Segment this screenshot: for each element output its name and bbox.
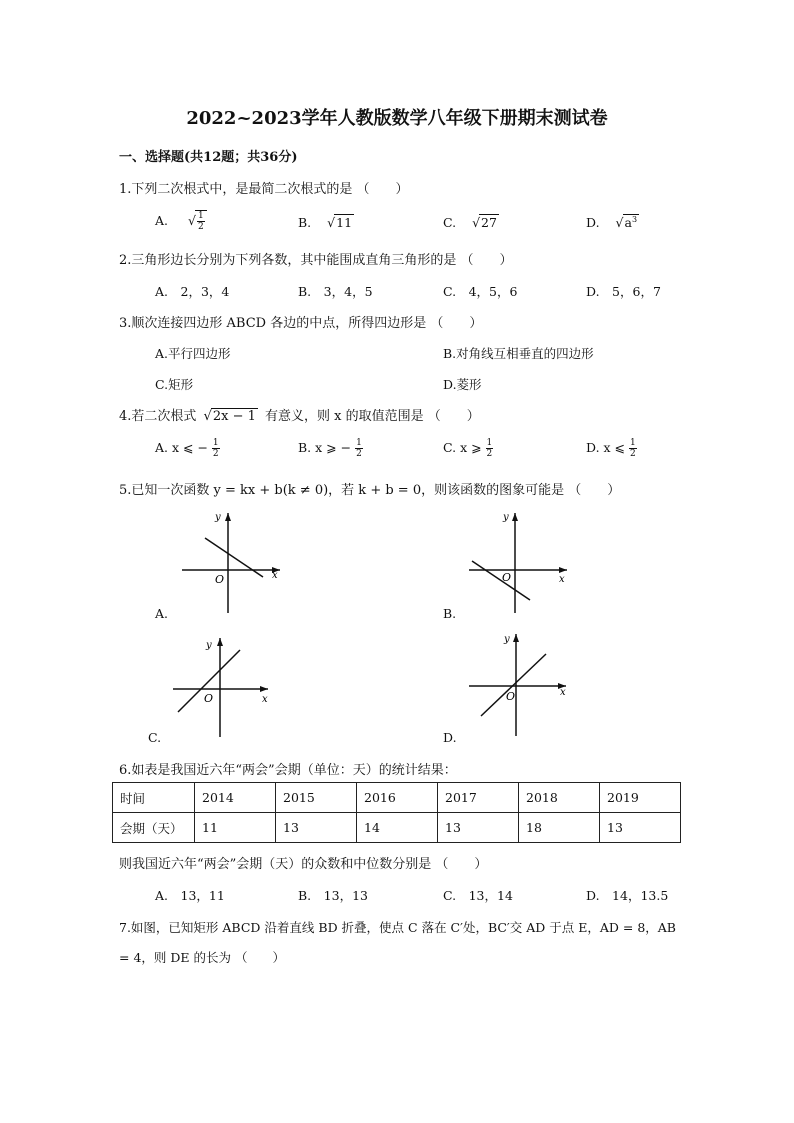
x-axis-label: x [262, 694, 268, 705]
x-arrow-icon [559, 567, 567, 573]
question-2-stem: 2.三角形边长分别为下列各数，其中能围成直角三角形的是 （ ） [119, 253, 513, 268]
y-arrow-icon [217, 638, 223, 646]
table-cell: 2016 [357, 783, 438, 813]
q4-option-c [443, 438, 493, 459]
denominator: 2 [212, 449, 219, 459]
graph-d [464, 628, 574, 738]
question-3-stem: 3.顺次连接四边形 ABCD 各边的中点，所得四边形是 （ ） [119, 316, 483, 331]
sqrt-expression: √2x − 1 [203, 409, 256, 424]
q4-option-b [298, 438, 363, 459]
table-cell: 2019 [600, 783, 681, 813]
sqrt-expression: √27 [472, 215, 497, 230]
table-cell: 11 [195, 813, 276, 843]
graph-b [462, 505, 572, 615]
option-label: D. [586, 215, 600, 231]
q1-option-b [298, 214, 354, 230]
table-header-row [113, 783, 681, 813]
y-axis-label: y [206, 640, 212, 651]
x-arrow-icon [260, 686, 268, 692]
stem-text: 4.若二次根式 [119, 409, 197, 424]
graph-a [175, 505, 285, 615]
q6-option-d: D. 14，13.5 [586, 888, 669, 903]
page-title: 2022~2023学年人教版数学八年级下册期末测试卷 [186, 108, 608, 129]
q1-option-a [155, 210, 207, 232]
origin-label: O [215, 573, 225, 586]
origin-label: O [204, 692, 214, 705]
table-cell: 13 [438, 813, 519, 843]
sqrt-expression: √ $\frac{1}{2}$ [188, 210, 207, 232]
function-line [481, 654, 546, 716]
numerator: 1 [630, 438, 636, 448]
graph-b-label: B. [443, 606, 457, 621]
graph-d-label: D. [443, 730, 457, 745]
table-cell: 13 [276, 813, 357, 843]
numerator: 1 [212, 438, 219, 448]
option-label: D. x ⩽ [586, 440, 626, 455]
table-cell: 2014 [195, 783, 276, 813]
question-6-followup: 则我国近六年“两会”会期（天）的众数和中位数分别是 （ ） [119, 857, 488, 872]
table-cell: 18 [519, 813, 600, 843]
radicand: a [624, 215, 632, 231]
graph-c [168, 632, 278, 742]
option-label: A. x ⩽ − [155, 440, 208, 455]
option-label: C. x ⩾ [443, 440, 482, 455]
x-axis-label: x [272, 570, 278, 581]
exponent: 3 [631, 215, 638, 224]
y-axis-label: y [504, 634, 510, 645]
table-cell: 会期（天） [113, 813, 195, 843]
denominator: 2 [630, 449, 636, 459]
y-axis-label: y [503, 512, 509, 523]
q2-option-d: D. 5，6，7 [586, 284, 661, 299]
q2-option-c: C. 4，5，6 [443, 284, 518, 299]
graph-a-label: A. [155, 606, 169, 621]
table-cell: 2015 [276, 783, 357, 813]
q6-option-b: B. 13，13 [298, 888, 368, 903]
q3-option-d: D.菱形 [443, 377, 482, 392]
sqrt-expression: $√a^3$ [615, 215, 638, 231]
table-cell: 2017 [438, 783, 519, 813]
denominator: 2 [197, 222, 204, 232]
radicand: 2x − 1 [212, 409, 256, 424]
table-cell: 14 [357, 813, 438, 843]
q4-option-a [155, 438, 220, 459]
option-label: B. [298, 215, 312, 230]
origin-label: O [506, 690, 516, 703]
question-7-stem-line1: 7.如图，已知矩形 ABCD 沿着直线 BD 折叠，使点 C 落在 C′处，BC′交 AD 于点 E，AD = 8，AB [119, 920, 676, 935]
radicand: 27 [481, 215, 497, 230]
question-1-stem: 1.下列二次根式中，是最简二次根式的是 （ ） [119, 182, 409, 197]
numerator: 1 [486, 438, 493, 448]
question-7-stem-line2: = 4，则 DE 的长为 （ ） [119, 950, 285, 965]
numerator: 1 [197, 211, 204, 221]
q3-option-a: A.平行四边形 [155, 346, 231, 361]
section-heading: 一、选择题(共12题；共36分) [119, 150, 298, 165]
q1-option-c [443, 214, 499, 230]
y-arrow-icon [513, 634, 519, 642]
function-line [472, 561, 530, 600]
y-arrow-icon [512, 513, 518, 521]
q2-option-a: A. 2，3，4 [155, 284, 230, 299]
x-axis-label: x [559, 574, 565, 585]
denominator: 2 [356, 449, 362, 459]
option-label: C. [443, 215, 457, 230]
table-row [113, 813, 681, 843]
question-5-stem: 5.已知一次函数 y = kx + b(k ≠ 0)，若 k + b = 0，则该函数的图象可能是 （ ） [119, 483, 621, 498]
q3-option-b: B.对角线互相垂直的四边形 [443, 346, 594, 361]
y-arrow-icon [225, 513, 231, 521]
question-6-stem: 6.如表是我国近六年“两会”会期（单位：天）的统计结果： [119, 763, 457, 778]
graph-c-label: C. [148, 730, 162, 745]
numerator: 1 [356, 438, 362, 448]
radicand: 11 [336, 215, 353, 230]
table-cell: 13 [600, 813, 681, 843]
y-axis-label: y [215, 512, 221, 523]
x-axis-label: x [560, 687, 566, 698]
table-cell: 2018 [519, 783, 600, 813]
denominator: 2 [486, 449, 493, 459]
q3-option-c: C.矩形 [155, 377, 194, 392]
option-label: B. x ⩾ − [298, 440, 352, 455]
question-4-stem [119, 405, 480, 424]
function-line [205, 538, 263, 577]
table-cell: 时间 [113, 783, 195, 813]
stem-text: 有意义，则 x 的取值范围是 （ ） [265, 409, 480, 424]
option-label: A. [155, 213, 169, 228]
q2-option-b: B. 3，4，5 [298, 284, 373, 299]
q1-option-d [586, 214, 639, 230]
q6-option-a: A. 13，11 [155, 888, 225, 903]
q6-option-c: C. 13，14 [443, 888, 513, 903]
q4-option-d [586, 438, 637, 459]
origin-label: O [502, 571, 512, 584]
stats-table [112, 782, 681, 843]
sqrt-expression: √11 [327, 215, 353, 230]
